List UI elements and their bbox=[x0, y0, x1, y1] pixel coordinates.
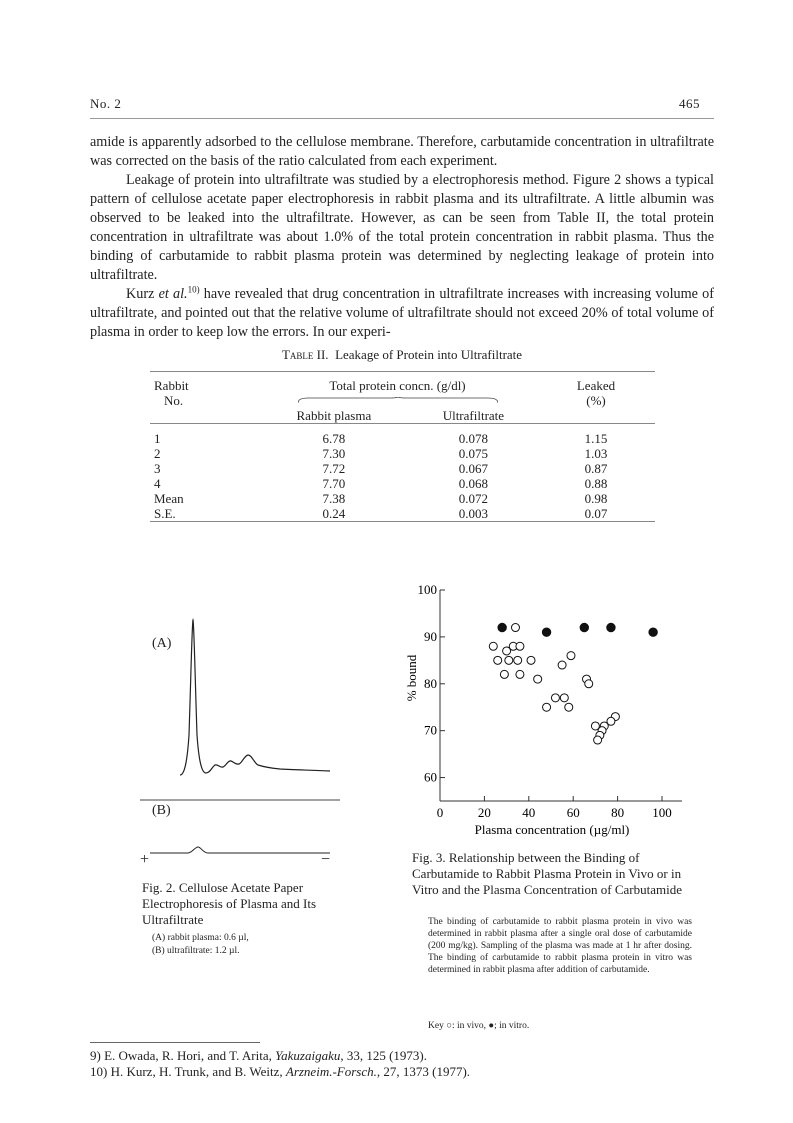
in-vivo-point bbox=[565, 703, 573, 711]
in-vivo-point bbox=[527, 656, 535, 664]
in-vivo-point bbox=[505, 656, 513, 664]
y-tick-label: 60 bbox=[424, 769, 437, 785]
plus-electrode-icon: + bbox=[140, 851, 150, 868]
footnote-10-volume: , 27, 1373 (1977). bbox=[376, 1064, 471, 1079]
header-rule bbox=[90, 118, 714, 119]
cell-rabbit: Mean bbox=[154, 491, 184, 506]
leakage-table bbox=[150, 371, 655, 526]
footnote-9-authors: 9) E. Owada, R. Hori, and T. Arita, bbox=[90, 1048, 276, 1063]
in-vivo-point bbox=[558, 661, 566, 669]
fig3-scatter-chart bbox=[392, 570, 692, 840]
footnote-9 bbox=[90, 1048, 427, 1064]
cell-plasma: 6.78 bbox=[322, 431, 346, 446]
x-tick-label: 20 bbox=[477, 805, 491, 820]
in-vivo-point bbox=[516, 642, 524, 650]
paragraph-3-text: have revealed that drug concentration in ultrafiltrate increases with increasing volume of ultrafiltrate, and pointed out that the relative volume of ultrafiltrate should not exceed 20% of total volume of plasma in order to keep low the errors. In our experi- bbox=[90, 286, 714, 340]
paragraph-3-author: Kurz bbox=[126, 286, 159, 302]
in-vivo-point bbox=[551, 694, 559, 702]
in-vivo-point bbox=[489, 642, 497, 650]
footnote-9-journal: Yakuzaigaku bbox=[275, 1048, 341, 1063]
x-tick-label: 100 bbox=[652, 805, 672, 820]
in-vitro-point bbox=[649, 628, 657, 636]
in-vivo-point bbox=[594, 736, 602, 744]
cell-rabbit: 2 bbox=[154, 446, 161, 461]
fig3-key: Key ○: in vivo, ●; in vitro. bbox=[428, 1021, 530, 1031]
fig2-note-b: (B) ultrafiltrate: 1.2 µl. bbox=[152, 946, 240, 956]
cell-plasma: 7.70 bbox=[322, 476, 346, 491]
footnote-9-volume: , 33, 125 (1973). bbox=[340, 1048, 428, 1063]
journal-number: No. 2 bbox=[90, 96, 122, 111]
table-mid-rule bbox=[150, 424, 655, 432]
head-ultra: Ultrafiltrate bbox=[442, 408, 505, 423]
table-caption-label: Table II. bbox=[281, 347, 329, 362]
table-caption-text: Leakage of Protein into Ultrafiltrate bbox=[335, 347, 523, 362]
in-vivo-point bbox=[560, 694, 568, 702]
in-vivo-point bbox=[494, 656, 502, 664]
cell-leaked: 0.88 bbox=[584, 476, 608, 491]
cell-leaked: 0.87 bbox=[584, 461, 608, 476]
in-vivo-point bbox=[500, 670, 508, 678]
cell-ultra: 0.068 bbox=[458, 476, 488, 491]
cell-plasma: 7.38 bbox=[322, 491, 346, 506]
in-vivo-point bbox=[607, 717, 615, 725]
cell-ultra: 0.078 bbox=[458, 431, 488, 446]
body-text bbox=[90, 133, 714, 342]
head-leaked: Leaked bbox=[576, 378, 616, 393]
cell-plasma: 7.72 bbox=[322, 461, 346, 476]
paragraph-3 bbox=[90, 285, 714, 342]
head-pct: (%) bbox=[586, 393, 606, 408]
cell-rabbit: S.E. bbox=[154, 506, 176, 521]
table-row bbox=[150, 506, 655, 522]
x-tick-label: 60 bbox=[566, 805, 580, 820]
trace-b bbox=[150, 847, 330, 853]
y-axis-label: % bound bbox=[404, 654, 419, 702]
cell-leaked: 1.03 bbox=[584, 446, 608, 461]
fig3-note: The binding of carbutamide to rabbit plasma protein in vivo was determined in rabbit plasma after a single oral dose of carbutamide (200 mg/kg). Sampling of the plasma was made at 1 hr after dosing. The binding of carbutamide to rabbit plasma protein in vitro was determined in rabbit plasma after addition of carbutamide. bbox=[428, 917, 692, 975]
in-vitro-point bbox=[607, 623, 615, 631]
in-vitro-point bbox=[580, 623, 588, 631]
cell-plasma: 7.30 bbox=[322, 446, 346, 461]
cell-leaked: 1.15 bbox=[584, 431, 608, 446]
y-tick-label: 70 bbox=[424, 722, 437, 738]
head-total: Total protein concn. (g/dl) bbox=[329, 378, 466, 393]
in-vitro-point bbox=[498, 623, 506, 631]
footnote-10-authors: 10) H. Kurz, H. Trunk, and B. Weitz, bbox=[90, 1064, 286, 1079]
y-tick-label: 100 bbox=[417, 582, 437, 597]
cell-ultra: 0.075 bbox=[458, 446, 488, 461]
table-caption bbox=[90, 347, 714, 363]
cell-ultra: 0.003 bbox=[458, 506, 488, 521]
y-tick-label: 90 bbox=[424, 628, 437, 644]
fig2-label-b: (B) bbox=[152, 803, 171, 818]
cell-plasma: 0.24 bbox=[322, 506, 346, 521]
footnote-10 bbox=[90, 1064, 470, 1080]
fig2-electropherogram bbox=[140, 615, 340, 880]
y-tick-label: 80 bbox=[424, 675, 437, 691]
head-plasma: Rabbit plasma bbox=[296, 408, 372, 423]
table-row bbox=[150, 431, 655, 446]
paragraph-3-etal: et al. bbox=[158, 286, 188, 302]
table-row bbox=[150, 491, 655, 506]
in-vivo-point bbox=[534, 675, 542, 683]
x-axis-label: Plasma concentration (µg/ml) bbox=[474, 822, 630, 837]
x-tick-label: 80 bbox=[611, 805, 625, 820]
fig2-caption: Fig. 2. Cellulose Acetate Paper Electrophoresis of Plasma and Its Ultrafiltrate bbox=[142, 880, 317, 927]
in-vivo-point bbox=[585, 680, 593, 688]
table-row bbox=[150, 461, 655, 476]
cell-rabbit: 3 bbox=[154, 461, 161, 476]
footnote-rule bbox=[90, 1042, 260, 1043]
head-rabbit: Rabbit bbox=[154, 378, 189, 393]
in-vivo-point bbox=[511, 624, 519, 632]
fig2-label-a: (A) bbox=[152, 636, 172, 651]
brace-icon bbox=[298, 397, 498, 403]
in-vivo-point bbox=[516, 670, 524, 678]
x-tick-label: 0 bbox=[436, 805, 444, 820]
cell-leaked: 0.07 bbox=[584, 506, 608, 521]
cell-rabbit: 4 bbox=[154, 476, 161, 491]
head-brace bbox=[258, 393, 537, 408]
reference-marker: 10) bbox=[187, 284, 200, 295]
trace-a bbox=[180, 620, 330, 775]
fig2-note-a: (A) rabbit plasma: 0.6 µl, bbox=[152, 933, 249, 943]
cell-leaked: 0.98 bbox=[584, 491, 608, 506]
in-vitro-point bbox=[542, 628, 550, 636]
cell-rabbit: 1 bbox=[154, 431, 161, 446]
paragraph-1: amide is apparently adsorbed to the cellulose membrane. Therefore, carbutamide concentration in ultrafiltrate was corrected on the basis of the ratio calculated from each experiment. bbox=[90, 134, 714, 169]
x-tick-label: 40 bbox=[522, 805, 536, 820]
in-vivo-point bbox=[567, 652, 575, 660]
head-no: No. bbox=[164, 393, 184, 408]
table-row bbox=[150, 446, 655, 461]
in-vivo-point bbox=[514, 656, 522, 664]
fig3-caption: Fig. 3. Relationship between the Binding of Carbutamide to Rabbit Plasma Protein in Vivo or in Vitro and the Plasma Concentration of Carbutamide bbox=[412, 850, 682, 897]
page-number: 465 bbox=[679, 96, 700, 111]
cell-ultra: 0.067 bbox=[458, 461, 488, 476]
footnote-10-journal: Arzneim.-Forsch. bbox=[285, 1064, 377, 1079]
in-vivo-point bbox=[543, 703, 551, 711]
minus-electrode-icon: − bbox=[321, 851, 331, 868]
paragraph-2: Leakage of protein into ultrafiltrate was studied by a electrophoresis method. Figure 2 shows a typical pattern of cellulose acetate paper electrophoresis in rabbit plasma and its ultrafiltrate. A little albumin was observed to be leaked into the ultrafiltrate. However, as can be seen from Table II, the total protein concentration in ultrafiltrate was about 1.0% of the total protein concentration in rabbit plasma. Thus the binding of carbutamide to rabbit plasma protein was determined by neglecting leakage of protein into ultrafiltrate. bbox=[90, 172, 714, 283]
cell-ultra: 0.072 bbox=[458, 491, 488, 506]
table-row bbox=[150, 476, 655, 491]
table-bottom-rule bbox=[150, 522, 655, 527]
